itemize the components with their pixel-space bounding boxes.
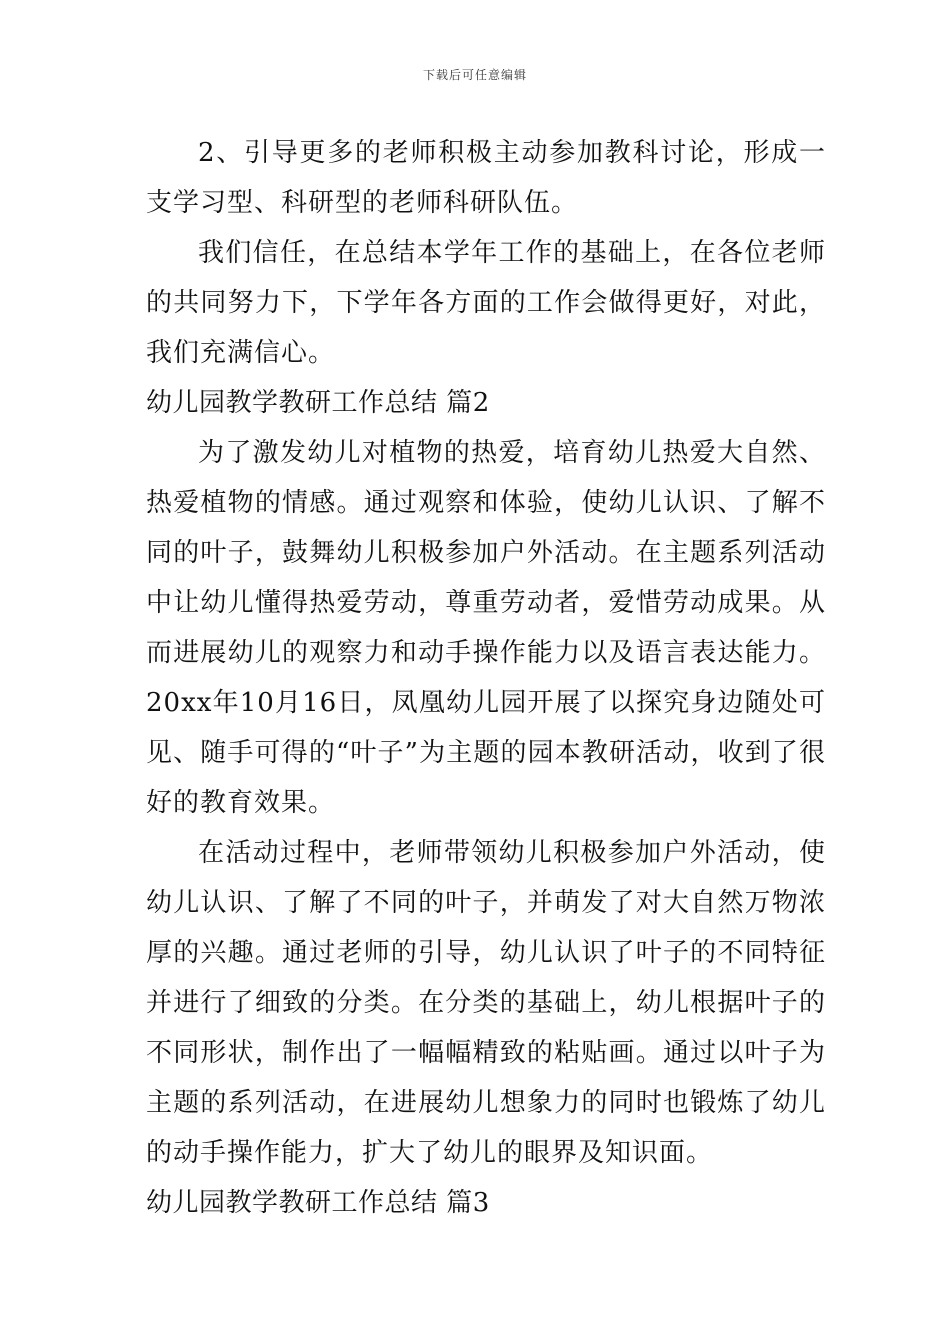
page-header: 下载后可任意编辑 <box>422 68 527 82</box>
paragraph-activity-process: 在活动过程中，老师带领幼儿积极参加户外活动，使幼儿认识、了解了不同的叶子，并萌发了对大自然万物浓厚的兴趣。通过老师的引导，幼儿认识了叶子的不同特征并进行了细致的分类。在分类的基础上，幼儿根据叶子的不同形状，制作出了一幅幅精致的粘贴画。通过以叶子为主题的系列活动，在进展幼儿想象力的同时也锻炼了幼儿的动手操作能力，扩大了幼儿的眼界及知识面。 <box>146 838 826 1168</box>
section-heading-part-2: 幼儿园教学教研工作总结 篇2 <box>146 388 490 418</box>
document-body <box>146 128 826 1228</box>
section-heading-part-3: 幼儿园教学教研工作总结 篇3 <box>146 1188 490 1218</box>
paragraph-activity-intro: 为了激发幼儿对植物的热爱，培育幼儿热爱大自然、热爱植物的情感。通过观察和体验，使幼儿认识、了解不同的叶子，鼓舞幼儿积极参加户外活动。在主题系列活动中让幼儿懂得热爱劳动，尊重劳动者，爱惜劳动成果。从而进展幼儿的观察力和动手操作能力以及语言表达能力。20xx年10月16日，凤凰幼儿园开展了以探究身边随处可见、随手可得的“叶子”为主题的园本教研活动，收到了很好的教育效果。 <box>146 438 826 818</box>
paragraph-conclusion: 我们信任，在总结本学年工作的基础上，在各位老师的共同努力下，下学年各方面的工作会做得更好，对此，我们充满信心。 <box>146 238 826 368</box>
paragraph-goal-2: 2、引导更多的老师积极主动参加教科讨论，形成一支学习型、科研型的老师科研队伍。 <box>146 138 826 218</box>
